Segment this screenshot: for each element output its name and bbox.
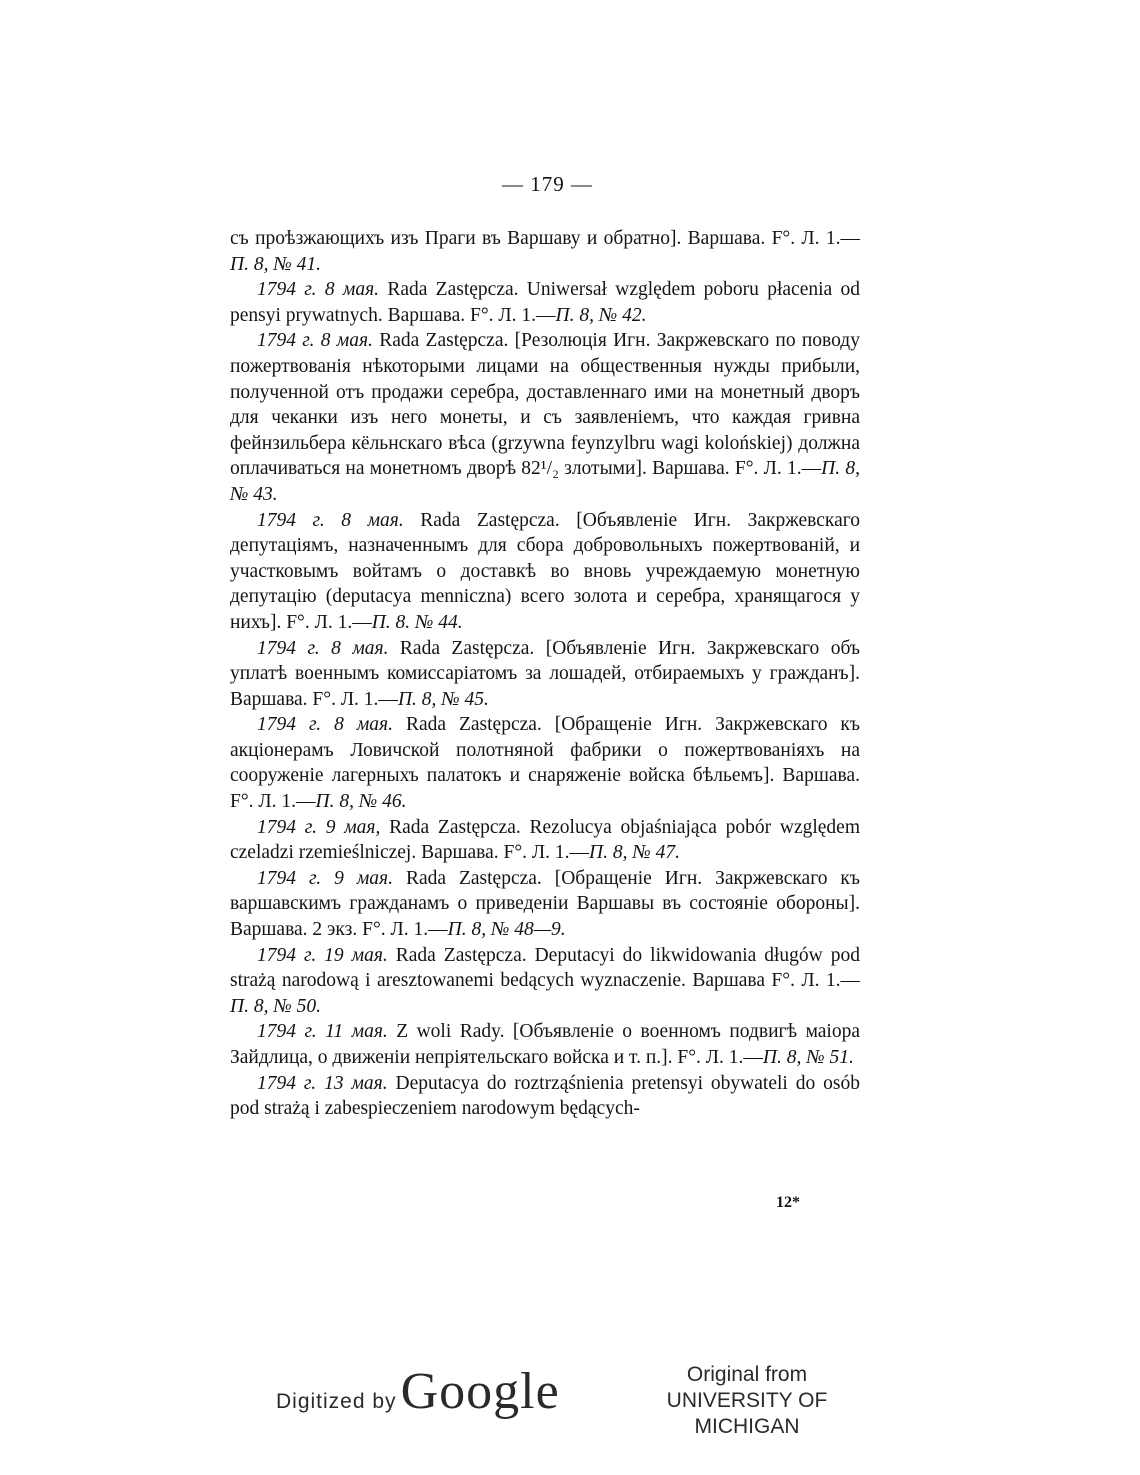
- entry-text: Rada Zastępcza. [Объявленіе Игн. Закржевскаго объ уплатѣ военнымъ комиссаріатомъ за лошадей, отбираемыхъ у гражданъ]. Варшава. F°. Л. 1.—: [230, 637, 860, 710]
- entry-date: 1794 г. 8 мая.: [257, 330, 373, 352]
- entry-ref: П. 8, № 45.: [397, 688, 489, 710]
- original-from-watermark: [612, 1362, 882, 1440]
- entry-text: Rada Zastępcza. [Резолюція Игн. Закржевскаго по поводу пожертвованія нѣкоторыми лицами на общественныя нужды прибыли, полученной отъ продажи серебра, доставленнаго ими на монетный дворъ для чеканки изъ него монеты, и съ заявленіемъ, что каждая гривна фейнзильбера кёльнскаго вѣса (grzywna feynzylbru wagi kolońskiej) должна оплачиваться на монетномъ дворѣ 82¹/₂ злотыми]. Варшава. F°. Л. 1.—: [230, 330, 860, 480]
- entry-ref: П. 8, № 41.: [230, 253, 321, 275]
- entry-ref: П. 8, № 48—9.: [447, 919, 566, 941]
- entry-date: 1794 г. 11 мая.: [257, 1021, 388, 1043]
- entry-ref: П. 8, № 43.: [230, 458, 860, 505]
- entry: [230, 328, 860, 507]
- entry-date: 1794 г. 13 мая.: [257, 1072, 388, 1094]
- entry-date: 1794 г. 8 мая.: [257, 714, 393, 736]
- entry-ref: П. 8, № 51.: [762, 1047, 854, 1068]
- entry-text: Rada Zastępcza. [Объявленіе Игн. Закржевскаго депутаціямъ, назначеннымъ для сбора добровольныхъ пожертвованій, и участковымъ войтамъ о доставкѣ во вновь учреждаемую монетную депутацію (deputacya menniczna) всего золота и серебра, хранящагося у нихъ]. F°. Л. 1.—: [230, 509, 860, 633]
- digitized-by-watermark: [276, 1362, 560, 1421]
- entry-date: 1794 г. 8 мая.: [257, 279, 380, 301]
- entry-text: Rada Zastępcza. Deputacyi do likwidowania długów pod strażą narodową i aresztowanemi bedących wyznaczenie. Варшава F°. Л. 1.—: [230, 944, 860, 992]
- signature-mark: 12*: [776, 1194, 800, 1211]
- entry: [230, 277, 860, 328]
- entry-date: 1794 г. 9 мая.: [257, 867, 393, 889]
- entry-text: Deputacya do roztrząśnienia pretensyi obywateli do osób pod strażą i zabespieczeniem narodowym będących-: [230, 1072, 860, 1120]
- entry-text: Z woli Rady. [Объявленіе о военномъ подвигѣ маіора Зайдлица, о движеніи непріятельскаго войска и т. п.]. F°. Л. 1.—: [230, 1021, 861, 1068]
- entry: [230, 943, 860, 1020]
- entry-ref: П. 8, № 42.: [555, 304, 647, 326]
- entry-text: Rada Zastępcza. Uniwersał względem poboru płacenia od pensyi prywatnych. Варшава. F°. Л. 1.—: [230, 279, 860, 326]
- entry-date: 1794 г. 8 мая.: [257, 509, 404, 531]
- entry: [230, 1019, 860, 1070]
- original-from-label: Original from: [686, 1363, 808, 1386]
- university-name: UNIVERSITY OF MICHIGAN: [666, 1389, 828, 1438]
- page-text: [230, 226, 860, 1122]
- entry: [230, 815, 860, 866]
- entry-text: съ проѣзжающихъ изъ Праги въ Варшаву и обратно]. Варшава. F°. Л. 1.—: [230, 228, 860, 249]
- entry-ref: П. 8. № 44.: [371, 611, 463, 633]
- digitized-by-label: Digitized by: [276, 1390, 397, 1413]
- google-logo: Google: [400, 1363, 560, 1420]
- entry: [230, 712, 860, 814]
- entry-ref: П. 8, № 47.: [589, 842, 680, 864]
- entry: [230, 636, 860, 713]
- entry-text: Rada Zastępcza. Rezolucya objaśniająca pobór względem czeladzi rzemieślniczej. Варшава. F°. Л. 1.—: [230, 816, 861, 864]
- entry-date: 1794 г. 19 мая.: [257, 944, 388, 966]
- entry-text: Rada Zastępcza. [Обращеніе Игн. Закржевскаго къ варшавскимъ гражданамъ о приведеніи Варшавы въ состояніе обороны]. Варшава. 2 экз. F°. Л. 1.—: [230, 867, 860, 941]
- entry: [230, 1071, 860, 1122]
- entry-text: Rada Zastępcza. [Обращеніе Игн. Закржевскаго къ акціонерамъ Ловичской полотняной фабрики о пожертвованіяхъ на сооруженіе лагерныхъ палатокъ и снаряженіе войска бѣльемъ]. Варшава. F°. Л. 1.—: [230, 714, 860, 813]
- page-number: — 179 —: [502, 172, 593, 196]
- entry-continuation: [230, 226, 860, 277]
- entry-ref: П. 8, № 46.: [315, 791, 407, 813]
- entry-ref: П. 8, № 50.: [230, 995, 321, 1017]
- entry-date: 1794 г. 9 мая,: [257, 816, 381, 838]
- entry: [230, 866, 860, 943]
- entry-date: 1794 г. 8 мая.: [257, 637, 389, 659]
- entry: [230, 508, 860, 636]
